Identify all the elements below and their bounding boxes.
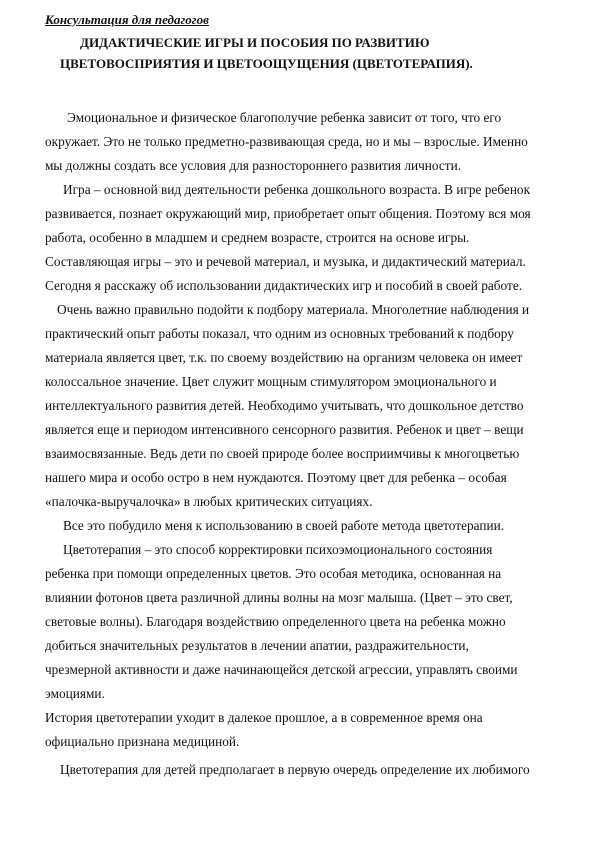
text-line: материала является цвет, т.к. по своему воздействию на организм человека он имеет xyxy=(45,350,523,365)
text-line: Сегодня я расскажу об использовании дидактических игр и пособий в своей работе. xyxy=(45,278,523,293)
text-line: Цветотерапия – это способ корректировки психоэмоционального состояния xyxy=(63,542,493,557)
text-line: влиянии фотонов цвета различной длины волны на мозг малыша. (Цвет – это свет, xyxy=(45,590,513,605)
document-title-line-1: ДИДАКТИЧЕСКИЕ ИГРЫ И ПОСОБИЯ ПО РАЗВИТИЮ xyxy=(80,35,430,50)
text-line: взаимосвязанные. Ведь дети по своей природе более восприимчивы к многоцветью xyxy=(45,446,520,461)
text-line: История цветотерапии уходит в далекое прошлое, а в современное время она xyxy=(45,710,483,725)
text-line: мы должны создать все условия для разностороннего развития личности. xyxy=(45,158,462,173)
text-line: интеллектуального развития детей. Необходимо учитывать, что дошкольное детство xyxy=(45,398,524,413)
text-line: Составляющая игры – это и речевой материал, и музыка, и дидактический материал. xyxy=(45,254,526,269)
text-line: практический опыт работы показал, что одним из основных требований к подбору xyxy=(45,326,514,341)
text-line: Цветотерапия для детей предполагает в первую очередь определение их любимого xyxy=(60,762,530,777)
text-line: «палочка-выручалочка» в любых критических ситуациях. xyxy=(45,494,373,509)
text-line: чрезмерной активности и даже начинающейся детской агрессии, управлять своими xyxy=(45,662,518,677)
text-line: является еще и периодом интенсивного сенсорного развития. Ребенок и цвет – вещи xyxy=(45,422,524,437)
text-line: работа, особенно в младшем и среднем возрасте, строится на основе игры. xyxy=(45,230,470,245)
text-line: Игра – основной вид деятельности ребенка дошкольного возраста. В игре ребенок xyxy=(63,182,531,197)
document-title-line-2: ЦВЕТОВОСПРИЯТИЯ И ЦВЕТООЩУЩЕНИЯ (ЦВЕТОТЕРАПИЯ). xyxy=(60,56,473,71)
text-line: Очень важно правильно подойти к подбору материала. Многолетние наблюдения и xyxy=(57,302,530,317)
consultation-label: Консультация для педагогов xyxy=(45,12,209,27)
text-line: эмоциями. xyxy=(45,686,105,701)
text-line: колоссальное значение. Цвет служит мощным стимулятором эмоционального и xyxy=(45,374,497,389)
text-line: световые волны). Благодаря воздействию определенного цвета на ребенка можно xyxy=(45,614,506,629)
text-line: развивается, познает окружающий мир, приобретает опыт общения. Поэтому вся моя xyxy=(45,206,531,221)
text-line: добиться значительных результатов в лечении апатии, раздражительности, xyxy=(45,638,469,653)
text-line: нашего мира и особо остро в нем нуждаются. Поэтому цвет для ребенка – особая xyxy=(45,470,507,485)
text-line: Эмоциональное и физическое благополучие ребенка зависит от того, что его xyxy=(67,110,502,125)
text-line: ребенка при помощи определенных цветов. Это особая методика, основанная на xyxy=(45,566,502,581)
text-line: официально признана медициной. xyxy=(45,734,240,749)
text-line: окружает. Это не только предметно-развивающая среда, но и мы – взрослые. Именно xyxy=(45,134,528,149)
text-line: Все это побудило меня к использованию в своей работе метода цветотерапии. xyxy=(63,518,505,533)
